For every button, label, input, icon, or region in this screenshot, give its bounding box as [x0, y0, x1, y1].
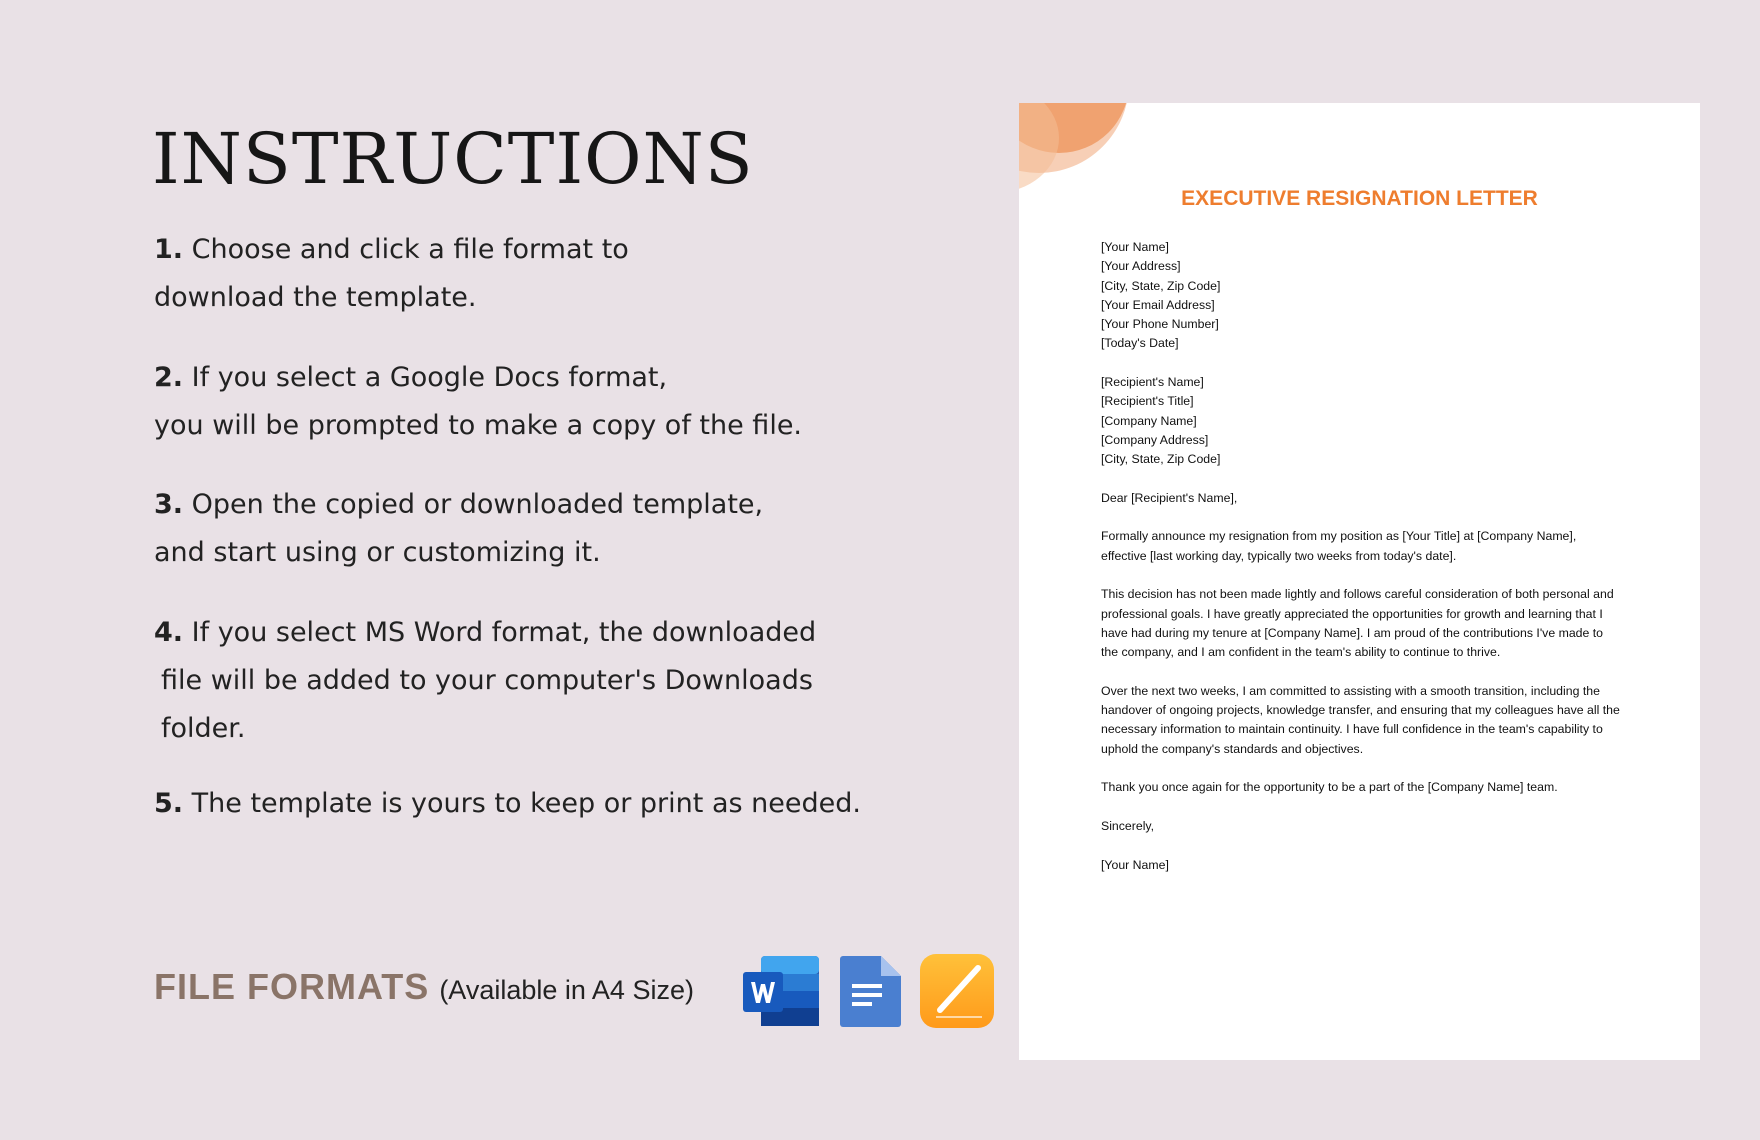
spacer — [1101, 759, 1691, 778]
file-formats-sub: (Available in A4 Size) — [439, 975, 694, 1005]
step-text: download the template. — [154, 282, 477, 313]
step-number: 4. — [154, 617, 184, 648]
step-line — [154, 481, 763, 529]
step-text: and start using or customizing it. — [154, 537, 601, 568]
instruction-step — [154, 780, 861, 828]
instruction-step — [154, 354, 802, 450]
paragraph-line: Thank you once again for the opportunity to be a part of the [Company Name] team. — [1101, 780, 1558, 795]
spacer — [1101, 354, 1691, 373]
step-line — [154, 226, 629, 274]
step-text: Open the copied or downloaded template, — [191, 489, 764, 520]
paragraph-line: the company, and I am confident in the team's ability to continue to thrive. — [1101, 645, 1501, 660]
step-text: If you select a Google Docs format, — [191, 362, 668, 393]
instruction-step — [154, 226, 629, 322]
step-text: If you select MS Word format, the downloaded — [191, 617, 817, 648]
decor-circle — [1019, 103, 1059, 193]
step-number: 3. — [154, 489, 184, 520]
recipient-line: [Company Address] — [1101, 432, 1209, 447]
paragraph-line: handover of ongoing projects, knowledge transfer, and ensuring that my colleagues have all the — [1101, 703, 1620, 718]
recipient-line: [Company Name] — [1101, 413, 1197, 428]
paragraph-line: professional goals. I have greatly appreciated the opportunities for growth and learning that I — [1101, 606, 1603, 621]
letter-title: EXECUTIVE RESIGNATION LETTER — [1181, 187, 1538, 210]
sender-line: [City, State, Zip Code] — [1101, 278, 1221, 293]
step-line — [154, 529, 763, 577]
paragraph-line: have had during my tenure at [Company Name]. I am proud of the contributions I've made to — [1101, 625, 1604, 640]
apple-pages-icon[interactable] — [920, 954, 996, 1028]
step-line — [154, 609, 816, 657]
spacer — [1101, 566, 1691, 585]
signature: [Your Name] — [1101, 857, 1169, 872]
recipient-line: [Recipient's Title] — [1101, 394, 1194, 409]
paragraph-line: This decision has not been made lightly and follows careful consideration of both personal and — [1101, 587, 1614, 602]
spacer — [1101, 836, 1691, 855]
step-line — [154, 402, 802, 450]
spacer — [1101, 508, 1691, 527]
step-line — [154, 657, 816, 705]
instruction-step — [154, 481, 763, 577]
step-text: file will be added to your computer's Downloads — [161, 665, 813, 696]
recipient-line: [Recipient's Name] — [1101, 375, 1204, 390]
step-text: The template is yours to keep or print as needed. — [191, 788, 861, 819]
file-formats — [154, 966, 694, 1008]
recipient-line: [City, State, Zip Code] — [1101, 452, 1221, 467]
paragraph-line: Over the next two weeks, I am committed to assisting with a smooth transition, including the — [1101, 683, 1600, 698]
google-docs-icon[interactable] — [838, 954, 914, 1028]
instruction-step — [154, 609, 816, 753]
sender-line: [Your Email Address] — [1101, 297, 1215, 312]
sender-line: [Your Address] — [1101, 259, 1181, 274]
step-line — [154, 705, 816, 753]
salutation: Dear [Recipient's Name], — [1101, 490, 1238, 505]
step-number: 2. — [154, 362, 184, 393]
sender-line: [Your Phone Number] — [1101, 317, 1219, 332]
paragraph-line: uphold the company's standards and objectives. — [1101, 741, 1364, 756]
letter-body — [1101, 238, 1691, 875]
spacer — [1101, 470, 1691, 489]
step-text: folder. — [161, 713, 246, 744]
step-number: 5. — [154, 788, 184, 819]
step-number: 1. — [154, 234, 184, 265]
step-text: Choose and click a file format to — [191, 234, 629, 265]
page-title: INSTRUCTIONS — [152, 118, 754, 200]
spacer — [1101, 663, 1691, 682]
step-text: you will be prompted to make a copy of the file. — [154, 410, 803, 441]
step-line — [154, 354, 802, 402]
file-formats-label: FILE FORMATS — [154, 966, 430, 1007]
step-line — [154, 780, 861, 828]
closing: Sincerely, — [1101, 818, 1155, 833]
step-line — [154, 274, 629, 322]
sender-line: [Your Name] — [1101, 240, 1169, 254]
sender-line: [Today's Date] — [1101, 336, 1179, 351]
letter-preview — [1019, 103, 1700, 1060]
paragraph-line: necessary information to maintain continuity. I have full confidence in the team's capability to — [1101, 722, 1603, 737]
paragraph-line: Formally announce my resignation from my position as [Your Title] at [Company Name], — [1101, 529, 1577, 544]
spacer — [1101, 798, 1691, 817]
paragraph-line: effective [last working day, typically two weeks from today's date]. — [1101, 548, 1457, 563]
ms-word-icon[interactable] — [743, 954, 819, 1028]
